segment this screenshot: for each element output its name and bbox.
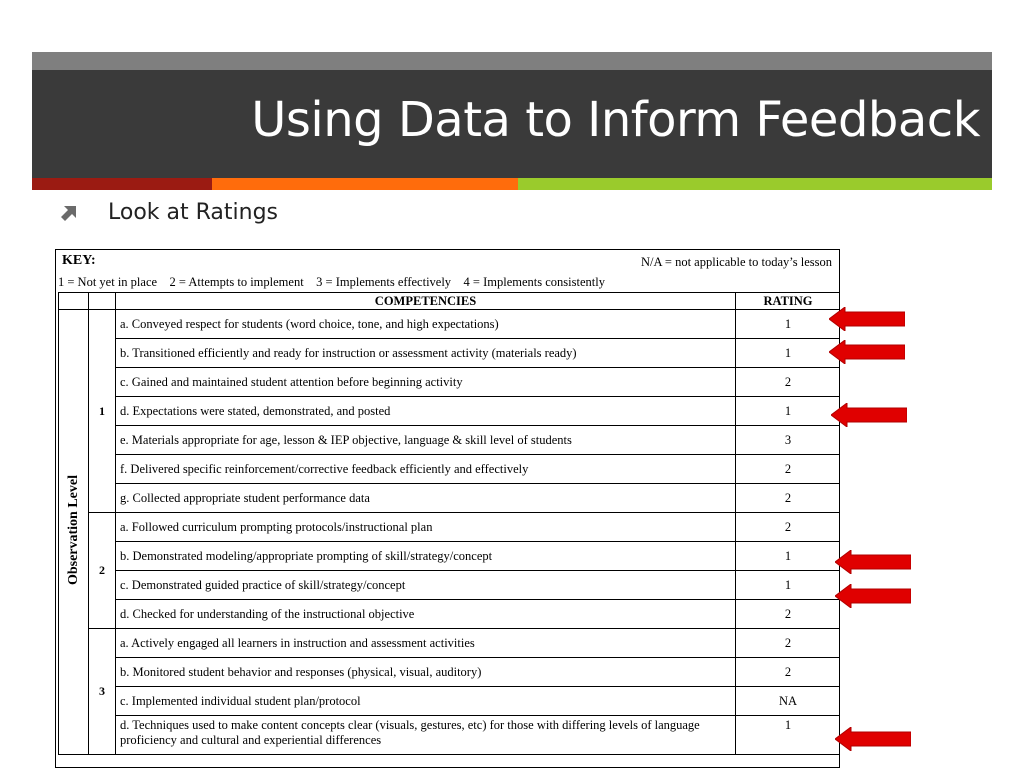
table-row — [59, 571, 841, 600]
accent-bar-green — [518, 178, 992, 190]
key-scale: 1 = Not yet in place 2 = Attempts to implement 3 = Implements effectively 4 = Implements consistently — [58, 275, 605, 289]
table-row — [59, 484, 841, 513]
rating-value: 2 — [736, 368, 841, 397]
header-rating: RATING — [736, 293, 841, 310]
left-arrow-icon — [831, 403, 907, 427]
left-arrow-icon — [829, 340, 905, 364]
slide-title: Using Data to Inform Feedback — [251, 92, 980, 148]
table-row — [59, 368, 841, 397]
competency-text: b. Transitioned efficiently and ready for instruction or assessment activity (materials ready) — [116, 339, 736, 368]
table-row — [59, 513, 841, 542]
table-row — [59, 455, 841, 484]
rating-value: 2 — [736, 629, 841, 658]
header-competencies: COMPETENCIES — [116, 293, 736, 310]
competency-text: a. Conveyed respect for students (word choice, tone, and high expectations) — [116, 310, 736, 339]
left-arrow-icon — [835, 550, 911, 574]
key-header — [62, 253, 832, 269]
competency-text: g. Collected appropriate student performance data — [116, 484, 736, 513]
competency-text: d. Techniques used to make content concepts clear (visuals, gestures, etc) for those with differing levels of language proficiency and cultural and experiential differences — [116, 716, 736, 755]
table-row — [59, 629, 841, 658]
key-na-note: N/A = not applicable to today’s lesson — [640, 255, 832, 269]
table-row — [59, 310, 841, 339]
observation-level-cell — [59, 310, 89, 755]
rating-document — [55, 249, 840, 768]
competency-text: a. Actively engaged all learners in instruction and assessment activities — [116, 629, 736, 658]
table-row — [59, 339, 841, 368]
table-row — [59, 658, 841, 687]
accent-bar-red — [32, 178, 212, 190]
left-arrow-icon — [835, 584, 911, 608]
rating-value: 1 — [736, 339, 841, 368]
table-row — [59, 716, 841, 755]
table-row — [59, 542, 841, 571]
rating-value: 2 — [736, 455, 841, 484]
title-bar-top — [32, 52, 992, 70]
arrow-up-right-icon — [60, 204, 78, 222]
key-label: KEY: — [62, 253, 96, 268]
competency-text: c. Implemented individual student plan/protocol — [116, 687, 736, 716]
rating-value: 2 — [736, 600, 841, 629]
table-header-row — [59, 293, 841, 310]
title-bar — [32, 70, 992, 178]
accent-bar-orange — [212, 178, 518, 190]
competency-text: c. Gained and maintained student attention before beginning activity — [116, 368, 736, 397]
competency-text: b. Monitored student behavior and responses (physical, visual, auditory) — [116, 658, 736, 687]
rating-value: 2 — [736, 513, 841, 542]
bullet-text: Look at Ratings — [108, 200, 279, 225]
rating-value: 1 — [736, 716, 841, 755]
rating-value: 2 — [736, 658, 841, 687]
competency-text: c. Demonstrated guided practice of skill/strategy/concept — [116, 571, 736, 600]
header-blank — [59, 293, 89, 310]
competency-text: d. Checked for understanding of the instructional objective — [116, 600, 736, 629]
header-blank — [89, 293, 116, 310]
table-row — [59, 600, 841, 629]
level-number: 3 — [89, 629, 116, 755]
competency-table — [58, 292, 840, 755]
competency-text: a. Followed curriculum prompting protocols/instructional plan — [116, 513, 736, 542]
left-arrow-icon — [829, 307, 905, 331]
rating-value: 1 — [736, 571, 841, 600]
observation-level-label: Observation Level — [65, 474, 81, 586]
competency-text: f. Delivered specific reinforcement/corrective feedback efficiently and effectively — [116, 455, 736, 484]
rating-value: NA — [736, 687, 841, 716]
rating-value: 1 — [736, 397, 841, 426]
competency-text: d. Expectations were stated, demonstrated, and posted — [116, 397, 736, 426]
bullet-item — [60, 200, 278, 225]
rating-value: 1 — [736, 542, 841, 571]
rating-value: 1 — [736, 310, 841, 339]
left-arrow-icon — [835, 727, 911, 751]
level-number: 1 — [89, 310, 116, 513]
table-row — [59, 687, 841, 716]
table-row — [59, 397, 841, 426]
table-row — [59, 426, 841, 455]
rating-value: 2 — [736, 484, 841, 513]
level-number: 2 — [89, 513, 116, 629]
competency-text: e. Materials appropriate for age, lesson & IEP objective, language & skill level of students — [116, 426, 736, 455]
rating-value: 3 — [736, 426, 841, 455]
competency-text: b. Demonstrated modeling/appropriate prompting of skill/strategy/concept — [116, 542, 736, 571]
